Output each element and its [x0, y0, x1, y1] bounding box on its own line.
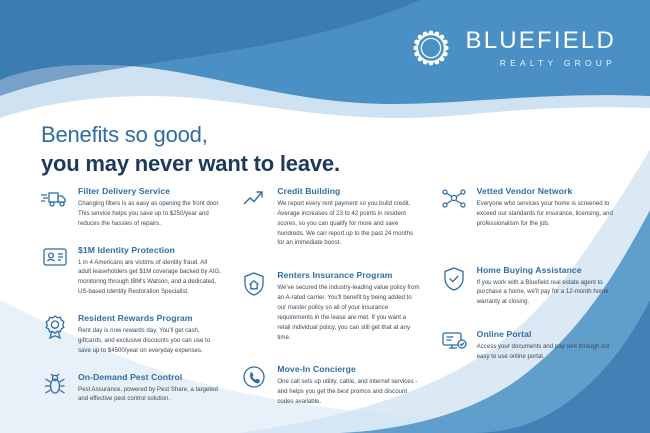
- benefit-title: Filter Delivery Service: [78, 186, 171, 196]
- benefit-description: We report every rent payment so you build credit. Average increases of 23 to 42 points in resident scores, so you can qualify for more and save hundreds. We can report up to the past 24 months for an immediate boost.: [277, 200, 414, 247]
- benefit-title: $1M Identity Protection: [78, 244, 175, 255]
- benefit-item: [439, 329, 620, 362]
- monitor-portal-icon: [439, 329, 469, 359]
- benefits-column-2: [239, 186, 420, 423]
- benefit-description: We've secured the industry-leading value policy from an A-rated carrier. You'll benefit by being added to our master policy so all of your insurance requirements in the lease are met. If you want a retail individual policy, you can still get that at any time.: [277, 284, 420, 341]
- headline-line-2: you may never want to leave.: [41, 151, 340, 176]
- benefit-title: On-Demand Pest Control: [78, 371, 183, 382]
- benefit-item: [40, 245, 221, 297]
- benefit-description: One call sets up utility, cable, and internet services - and helps you get the best promos and discount codes available.: [277, 378, 418, 406]
- benefit-title: Credit Building: [277, 186, 341, 196]
- benefit-title: Online Portal: [476, 329, 532, 340]
- brand-name: BLUEFIELD: [465, 26, 616, 54]
- benefit-description: Everyone who services your home is screened to exceed our standards for insurance, licensing, and professionalism for the job.: [476, 200, 613, 227]
- benefits-column-3: [439, 186, 620, 423]
- headline-line-1: Benefits so good,: [41, 122, 208, 147]
- benefit-title: Home Buying Assistance: [476, 264, 582, 275]
- brand-logo: [409, 26, 616, 70]
- benefit-description: Access your documents and pay rent through our easy to use online portal.: [476, 343, 610, 361]
- growth-chart-arrow-icon: [239, 186, 269, 216]
- benefit-description: Pest Assurance, powered by Pest Share, a targeted and effective pest control solution.: [78, 385, 218, 403]
- award-badge-icon: [40, 313, 70, 343]
- benefit-item: [239, 364, 420, 407]
- benefit-description: Changing filters is as easy as opening the front door. This service helps you save up to $250/year and reduces the hassles of repairs.: [78, 200, 220, 227]
- delivery-truck-icon: [40, 186, 70, 216]
- benefit-item: [40, 313, 221, 356]
- phone-handset-icon: [239, 364, 269, 394]
- benefit-item: [439, 265, 620, 308]
- brand-subtitle: REALTY GROUP: [499, 57, 616, 68]
- shield-home-icon: [239, 270, 269, 300]
- pest-bug-icon: [40, 372, 70, 402]
- benefit-title: Renters Insurance Program: [277, 270, 393, 281]
- id-card-icon: [40, 245, 70, 275]
- benefits-columns: [40, 186, 620, 423]
- benefit-description: 1 in 4 Americans are victims of identity fraud. All adult leaseholders get $1M coverage backed by AIG, monitoring through IBM's Watson, and a dedicated, US-based Identity Restoration Specialist.: [78, 258, 221, 296]
- benefit-title: Move-In Concierge: [277, 364, 356, 375]
- benefit-description: Rent day is now rewards day. You'll get cash, giftcards, and exclusive discounts you can use to save up to $4500/year on everyday expenses.: [78, 327, 211, 354]
- shield-check-icon: [439, 265, 469, 295]
- benefit-description: If you work with a Bluefield real estate agent to purchase a home, we'll pay for a 12-month home warranty at closing.: [476, 278, 609, 306]
- benefit-item: [40, 186, 221, 229]
- page-title: [41, 122, 340, 177]
- benefit-item: [239, 270, 420, 342]
- benefit-item: [40, 372, 221, 405]
- benefit-item: [439, 186, 620, 229]
- benefit-title: Vetted Vendor Network: [476, 186, 573, 196]
- network-nodes-icon: [439, 186, 469, 216]
- benefits-column-1: [40, 186, 221, 423]
- benefit-item: [239, 186, 420, 248]
- benefit-title: Resident Rewards Program: [78, 313, 193, 324]
- circular-rope-emblem-icon: [409, 26, 453, 70]
- spacer: [439, 245, 620, 265]
